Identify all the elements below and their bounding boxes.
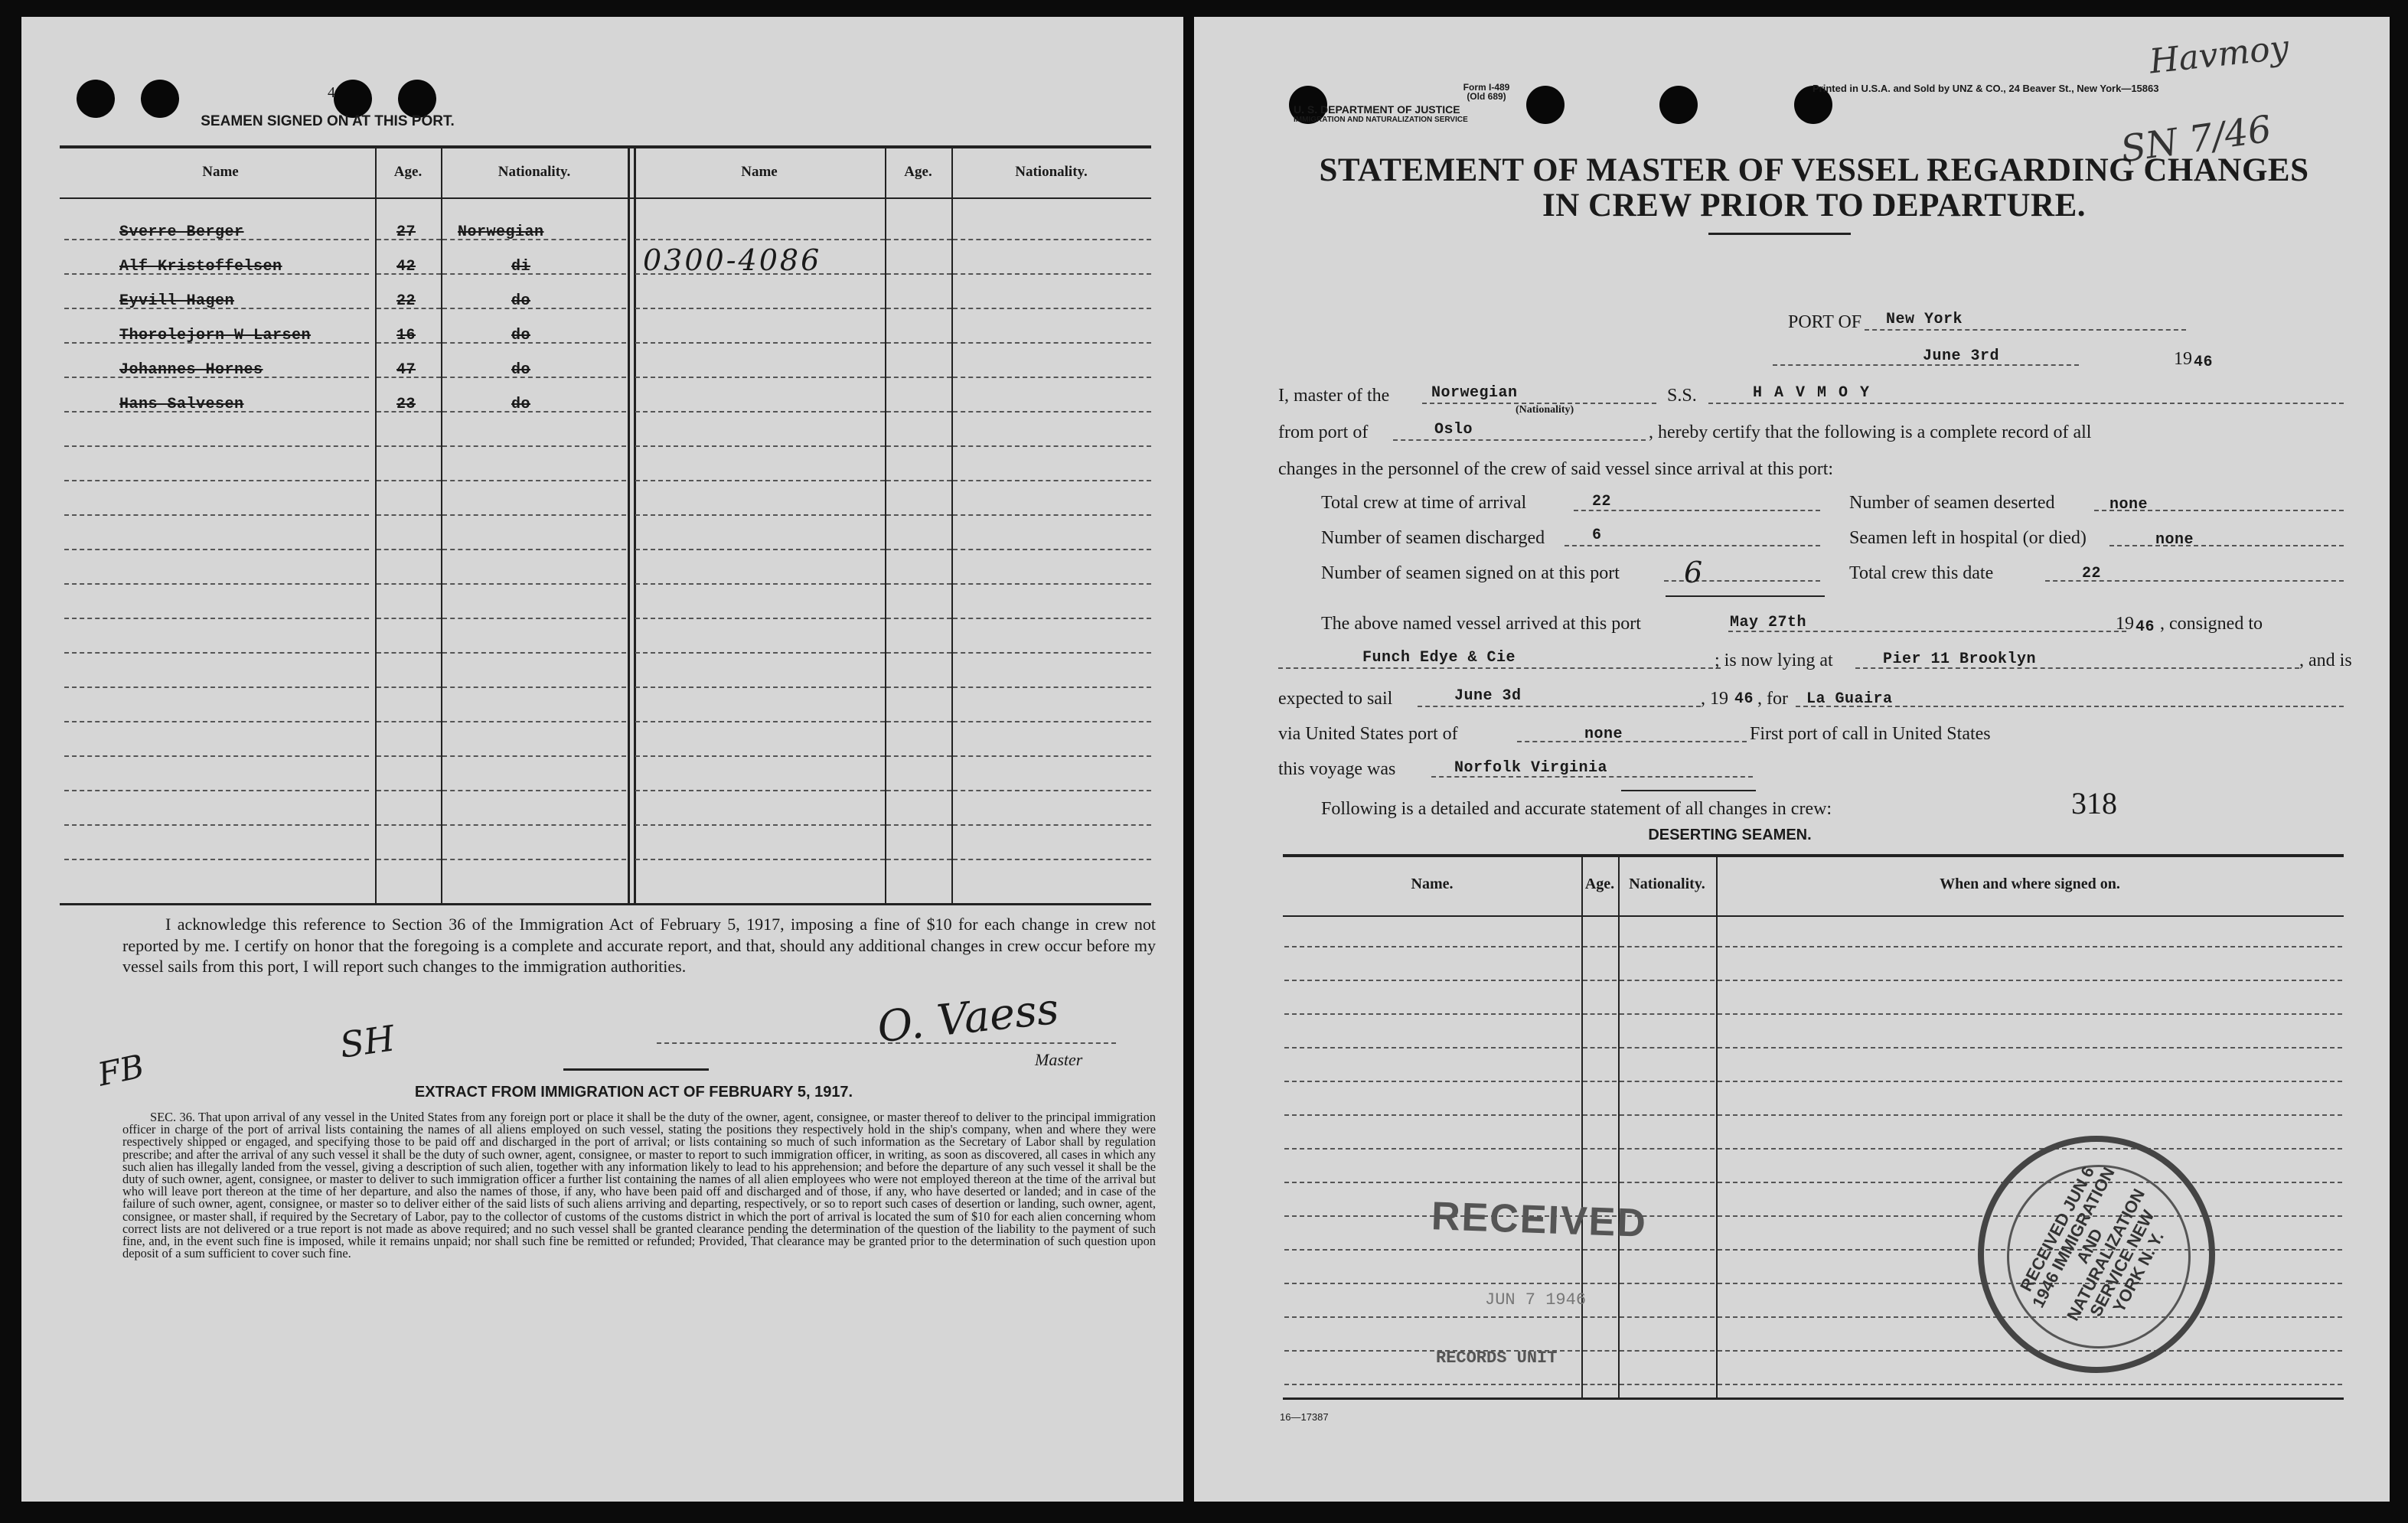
round-date-stamp xyxy=(1978,1136,2215,1373)
ruled-line xyxy=(953,239,1151,240)
first-port-label: First port of call in United States xyxy=(1750,724,1991,744)
corner-ref: SN 7/46 xyxy=(2118,107,2274,171)
ruled-line xyxy=(1620,946,1715,947)
ruled-line xyxy=(953,411,1151,413)
ruled-line xyxy=(1718,980,2342,981)
ruled-line xyxy=(953,549,1151,550)
ruled-line xyxy=(953,652,1151,654)
seaman-nationality: do xyxy=(511,396,531,413)
ruled-line xyxy=(442,445,626,447)
seaman-name: Thorolejorn W Larsen xyxy=(119,327,312,344)
stats-rule xyxy=(1666,595,1825,597)
ruled-line xyxy=(953,859,1151,860)
service: IMMIGRATION AND NATURALIZATION SERVICE xyxy=(1294,116,1468,124)
ruled-line xyxy=(886,686,951,688)
ruled-line xyxy=(442,790,626,791)
form-title-line2: IN CREW PRIOR TO DEPARTURE. xyxy=(1542,188,2087,223)
ruled-line xyxy=(1718,1148,2342,1150)
ruled-line xyxy=(886,480,951,481)
ruled-line xyxy=(1284,1047,1580,1048)
ruled-line xyxy=(953,273,1151,275)
punch-hole xyxy=(1659,86,1698,124)
ss-label: S.S. xyxy=(1667,386,1697,406)
extract-text: SEC. 36. That upon arrival of any vessel in the United States from any foreign port or place it shall be the duty of the owner, agent, consignee, or master thereof to deliver to the principal immigration officer in charge of the port of arrival lists containing the names of all aliens employed on such vessel, stating the positions they respectively hold in the ship's company, when and where they were respectively shipped or engaged, and specifying those to be paid off and discharged in the port of arrival; or lists containing so much of such information as the Secretary of Labor shall by regulation prescribe; and after the arrival of any such vessel it shall be the duty of such owner, agent, consignee, or master to report to such immigration officer, in writing, as soon as discovered, all cases in which any such alien has illegally landed from the vessel, giving a description of such alien, together with any information likely to lead to his apprehension; and before the departure of any such vessel it shall be the duty of such owner, agent, consignee, or master to deliver to such immigration officer a further list containing the names of all alien employees who were not employed thereon at the time of the arrival but who will leave port thereon at the time of her departure, and also the names of those, if any, who have been paid off and discharged and of those, if any, who have deserted or landed; and in case of the failure of such owner, agent, consignee, or master so to deliver either of the said lists of such aliens arriving and departing, respectively, or so to report such cases of desertion or landing, such owner, agent, consignee, or master shall, if required by the Secretary of Labor, pay to the collector of customs of the customs district in which the port of arrival is located the sum of $10 for each alien concerning whom correct lists are not delivered or a true report is not made as above required; and no such vessel shall be granted clearance pending the determination of the question of the liability to the payment of such fine, and, in the event such fine is imposed, while it remains unpaid; nor shall such fine be remitted or refunded; Provided, That clearance may be granted prior to the determination of such question upon deposit of a sum sufficient to cover such fine. xyxy=(122,1110,1156,1261)
ruled-line xyxy=(377,514,441,516)
ruled-line xyxy=(1620,1182,1715,1183)
stat-value: 6 xyxy=(1684,556,1703,589)
via-label: via United States port of xyxy=(1278,724,1458,744)
ruled-line xyxy=(635,308,885,309)
stat-line xyxy=(1565,545,1820,546)
section-rule xyxy=(563,1068,709,1071)
ruled-line xyxy=(377,686,441,688)
seaman-age: 47 xyxy=(396,361,416,379)
stat-value: none xyxy=(2155,531,2194,549)
ruled-line xyxy=(1284,1148,1580,1150)
ruled-line xyxy=(1583,1384,1617,1385)
ruled-line xyxy=(635,859,885,860)
ruled-line xyxy=(442,480,626,481)
department: U. S. DEPARTMENT OF JUSTICE xyxy=(1294,103,1460,116)
ruled-line xyxy=(377,652,441,654)
lying-value: Pier 11 Brooklyn xyxy=(1883,651,2037,668)
ruled-line xyxy=(442,618,626,619)
following-text: Following is a detailed and accurate statement of all changes in crew: xyxy=(1321,799,1832,819)
ruled-line xyxy=(953,583,1151,585)
changes-text: changes in the personnel of the crew of said vessel since arrival at this port: xyxy=(1278,459,1834,479)
ruled-line xyxy=(635,824,885,826)
stat-value: 22 xyxy=(2082,565,2102,582)
arrived-value: May 27th xyxy=(1730,614,1807,631)
stat-value: 22 xyxy=(1592,493,1612,510)
footer-code: 16—17387 xyxy=(1280,1411,1329,1423)
ruled-line xyxy=(1583,1081,1617,1082)
seaman-age: 27 xyxy=(396,223,416,241)
ruled-line xyxy=(635,652,885,654)
ruled-line xyxy=(1620,1013,1715,1015)
ruled-line xyxy=(64,618,369,619)
ruled-line xyxy=(635,686,885,688)
certify-text: , hereby certify that the following is a complete record of all xyxy=(1649,422,2092,442)
vessel-line xyxy=(1708,403,2344,404)
stat-label: Number of seamen discharged xyxy=(1321,528,1545,548)
ruled-line xyxy=(886,273,951,275)
ruled-line xyxy=(635,377,885,378)
ruled-line xyxy=(1284,1316,1580,1318)
section-title: SEAMEN SIGNED ON AT THIS PORT. xyxy=(201,113,455,129)
consignee-line xyxy=(1278,667,1721,669)
ruled-line xyxy=(442,342,626,344)
ruled-line xyxy=(635,342,885,344)
corner-note: Havmoy xyxy=(2147,28,2291,82)
ruled-line xyxy=(953,377,1151,378)
stat-label: Seamen left in hospital (or died) xyxy=(1849,528,2087,548)
col-header-name: Name xyxy=(741,164,778,180)
ruled-line xyxy=(1284,1283,1580,1284)
ruled-line xyxy=(1583,1350,1617,1352)
ruled-line xyxy=(1284,946,1580,947)
signature-line xyxy=(657,1042,1116,1044)
ruled-line xyxy=(953,514,1151,516)
ruled-line xyxy=(1284,1182,1580,1183)
ruled-line xyxy=(377,618,441,619)
ruled-line xyxy=(886,239,951,240)
ruled-line xyxy=(442,411,626,413)
table-bottom-rule xyxy=(60,903,1151,905)
ruled-line xyxy=(635,721,885,722)
seaman-nationality: di xyxy=(511,258,531,276)
left-page xyxy=(21,17,1183,1502)
from-port-line xyxy=(1393,439,1646,441)
form-number: Form I-489 xyxy=(1463,82,1510,93)
ruled-line xyxy=(377,790,441,791)
ruled-line xyxy=(1620,1316,1715,1318)
via-line xyxy=(1517,741,1747,742)
ruled-line xyxy=(1718,1114,2342,1116)
via-value: none xyxy=(1584,726,1623,743)
ruled-line xyxy=(1583,1249,1617,1251)
port-label: PORT OF xyxy=(1788,312,1862,332)
ruled-line xyxy=(1620,1384,1715,1385)
seaman-age: 16 xyxy=(396,327,416,344)
ruled-line xyxy=(442,755,626,757)
master-signature: O. Vaess xyxy=(875,983,1062,1053)
nationality-caption: (Nationality) xyxy=(1516,404,1574,416)
consignee: Funch Edye & Cie xyxy=(1362,649,1516,667)
ruled-line xyxy=(64,480,369,481)
seaman-age: 23 xyxy=(396,396,416,413)
table-header-rule xyxy=(60,197,1151,199)
vessel-name: H A V M O Y xyxy=(1753,384,1871,402)
ruled-line xyxy=(635,583,885,585)
ruled-line xyxy=(1620,1114,1715,1116)
seaman-name: Sverre Berger xyxy=(119,223,244,241)
ruled-line xyxy=(886,445,951,447)
seaman-nationality: Norwegian xyxy=(458,223,544,241)
desert-col-nationality: Nationality. xyxy=(1629,876,1705,892)
ruled-line xyxy=(64,514,369,516)
ruled-line xyxy=(1284,980,1580,981)
stat-line xyxy=(2109,545,2344,546)
received-stamp-date: JUN 7 1946 xyxy=(1485,1290,1587,1309)
ruled-line xyxy=(1620,1283,1715,1284)
ruled-line xyxy=(64,721,369,722)
sail-date: June 3d xyxy=(1454,687,1522,705)
extract-title: EXTRACT FROM IMMIGRATION ACT OF FEBRUARY 5, 1917. xyxy=(414,1084,853,1101)
ruled-line xyxy=(1583,1316,1617,1318)
punch-hole xyxy=(77,80,115,118)
desert-col-name: Name. xyxy=(1411,876,1454,892)
year-value: 46 xyxy=(2194,354,2214,371)
stat-label: Total crew this date xyxy=(1849,563,1994,583)
ruled-line xyxy=(1718,946,2342,947)
ruled-line xyxy=(953,308,1151,309)
seaman-nationality: do xyxy=(511,361,531,379)
ruled-line xyxy=(886,514,951,516)
seaman-nationality: do xyxy=(511,327,531,344)
ruled-line xyxy=(1583,1283,1617,1284)
voyage-value: Norfolk Virginia xyxy=(1454,759,1608,777)
records-unit-stamp: RECORDS UNIT xyxy=(1436,1349,1558,1368)
vessel-nationality: Norwegian xyxy=(1431,384,1518,402)
ruled-line xyxy=(886,618,951,619)
ruled-line xyxy=(1620,1249,1715,1251)
ruled-line xyxy=(1620,1081,1715,1082)
ruled-line xyxy=(64,445,369,447)
table-top-rule xyxy=(60,145,1151,148)
ruled-line xyxy=(442,824,626,826)
ruled-line xyxy=(442,308,626,309)
ruled-line xyxy=(635,480,885,481)
ruled-line xyxy=(635,790,885,791)
sail-line xyxy=(1418,706,1701,707)
master-label: I, master of the xyxy=(1278,386,1390,406)
from-port-label: from port of xyxy=(1278,422,1369,442)
ruled-line xyxy=(953,686,1151,688)
ruled-line xyxy=(377,549,441,550)
ruled-line xyxy=(886,308,951,309)
ruled-line xyxy=(886,721,951,722)
received-stamp: RECEIVED xyxy=(1431,1194,1648,1246)
title-rule xyxy=(1708,233,1851,235)
ruled-line xyxy=(1583,1047,1617,1048)
year-prefix: 19 xyxy=(2174,349,2192,369)
desert-col-signed-on: When and where signed on. xyxy=(1940,876,2120,892)
ruled-line xyxy=(64,755,369,757)
stat-label: Number of seamen deserted xyxy=(1849,493,2055,513)
ruled-line xyxy=(1620,1047,1715,1048)
for-label: , for xyxy=(1757,689,1788,709)
port-value: New York xyxy=(1886,311,1963,328)
ruled-line xyxy=(1620,980,1715,981)
stat-value: none xyxy=(2109,496,2149,514)
sail-year-prefix: , 19 xyxy=(1701,689,1728,709)
ruled-line xyxy=(442,583,626,585)
ruled-line xyxy=(442,273,626,275)
sail-year: 46 xyxy=(1734,690,1754,708)
stat-value: 6 xyxy=(1592,527,1602,544)
stat-label: Number of seamen signed on at this port xyxy=(1321,563,1620,583)
ruled-line xyxy=(377,583,441,585)
ruled-line xyxy=(377,755,441,757)
seaman-name: Alf Kristoffelsen xyxy=(119,258,282,276)
ruled-line xyxy=(953,824,1151,826)
seaman-age: 42 xyxy=(396,258,416,276)
seaman-nationality: do xyxy=(511,292,531,310)
ruled-line xyxy=(953,721,1151,722)
ruled-line xyxy=(1583,946,1617,947)
arrived-year-prefix: 19 xyxy=(2116,614,2134,634)
deserting-title: DESERTING SEAMEN. xyxy=(1648,827,1812,843)
arrived-text: The above named vessel arrived at this port xyxy=(1321,614,1641,634)
ruled-line xyxy=(886,652,951,654)
col-header-age: Age. xyxy=(904,164,932,180)
old-form-number: (Old 689) xyxy=(1467,91,1506,102)
expected-label: expected to sail xyxy=(1278,689,1393,709)
printer-note: Printed in U.S.A. and Sold by UNZ & CO., 24 Beaver St., New York—15863 xyxy=(1813,83,2159,94)
desert-table-top xyxy=(1283,854,2344,857)
form-title-line1: STATEMENT OF MASTER OF VESSEL REGARDING CHANGES xyxy=(1319,152,2309,188)
handwritten-file-number: 0300-4086 xyxy=(643,243,822,277)
ruled-line xyxy=(377,721,441,722)
ruled-line xyxy=(1284,1013,1580,1015)
ruled-line xyxy=(635,514,885,516)
ruled-line xyxy=(1284,1384,1580,1385)
ruled-line xyxy=(886,790,951,791)
ruled-line xyxy=(635,239,885,240)
ruled-line xyxy=(886,342,951,344)
seaman-name: Hans Salvesen xyxy=(119,396,244,413)
voyage-rule xyxy=(1621,790,1756,791)
date-value: June 3rd xyxy=(1923,347,2000,365)
ruled-line xyxy=(64,686,369,688)
ruled-line xyxy=(377,480,441,481)
ruled-line xyxy=(442,377,626,378)
voyage-label: this voyage was xyxy=(1278,759,1396,779)
ruled-line xyxy=(442,721,626,722)
lying-label: ; is now lying at xyxy=(1715,651,1833,670)
ruled-line xyxy=(1284,1249,1580,1251)
ruled-line xyxy=(64,583,369,585)
col-header-age: Age. xyxy=(393,164,423,180)
ruled-line xyxy=(886,377,951,378)
ruled-line xyxy=(886,411,951,413)
ruled-line xyxy=(953,445,1151,447)
desert-table-bottom xyxy=(1283,1397,2344,1400)
ruled-line xyxy=(64,859,369,860)
punch-hole xyxy=(398,80,436,118)
ruled-line xyxy=(886,755,951,757)
ruled-line xyxy=(1583,1013,1617,1015)
ruled-line xyxy=(442,859,626,860)
arrived-year: 46 xyxy=(2136,618,2155,636)
col-divider xyxy=(628,147,630,903)
ruled-line xyxy=(886,824,951,826)
ruled-line xyxy=(635,445,885,447)
ruled-line xyxy=(953,755,1151,757)
ruled-line xyxy=(953,480,1151,481)
ruled-line xyxy=(953,790,1151,791)
ruled-line xyxy=(1583,1148,1617,1150)
ruled-line xyxy=(886,549,951,550)
ruled-line xyxy=(1718,1081,2342,1082)
from-port-value: Oslo xyxy=(1434,421,1473,439)
ruled-line xyxy=(886,583,951,585)
ruled-line xyxy=(1718,1384,2342,1385)
ruled-line xyxy=(1620,1350,1715,1352)
ruled-line xyxy=(64,549,369,550)
page-count: 318 xyxy=(2071,786,2117,820)
ruled-line xyxy=(442,549,626,550)
ruled-line xyxy=(64,824,369,826)
ruled-line xyxy=(635,618,885,619)
stat-label: Total crew at time of arrival xyxy=(1321,493,1527,513)
seaman-name: Johannes Hornes xyxy=(119,361,263,379)
ruled-line xyxy=(377,445,441,447)
ruled-line xyxy=(1583,1114,1617,1116)
destination: La Guaira xyxy=(1806,690,1893,708)
desert-table-header-rule xyxy=(1283,915,2344,917)
ruled-line xyxy=(377,859,441,860)
signature-role: Master xyxy=(1035,1050,1083,1069)
desert-col-age: Age. xyxy=(1584,876,1615,892)
consigned-label: , consigned to xyxy=(2160,614,2263,634)
punch-hole xyxy=(141,80,179,118)
ruled-line xyxy=(886,859,951,860)
round-stamp-text: RECEIVED JUN 6 1946 IMMIGRATION AND NATURALIZATION SERVICE NEW YORK N. Y. xyxy=(2016,1163,2168,1324)
port-line xyxy=(1865,329,2186,331)
ruled-line xyxy=(442,652,626,654)
ruled-line xyxy=(1284,1114,1580,1116)
ruled-line xyxy=(635,755,885,757)
ruled-line xyxy=(1620,1148,1715,1150)
ruled-line xyxy=(635,411,885,413)
ruled-line xyxy=(1583,1182,1617,1183)
seaman-name: Eyvill Hagen xyxy=(119,292,235,310)
col-header-nationality: Nationality. xyxy=(498,164,571,180)
ruled-line xyxy=(953,618,1151,619)
and-is-label: , and is xyxy=(2299,651,2352,670)
ruled-line xyxy=(442,514,626,516)
ruled-line xyxy=(635,549,885,550)
right-page xyxy=(1194,17,2390,1502)
seaman-age: 22 xyxy=(396,292,416,310)
col-header-name: Name xyxy=(202,164,239,180)
col-header-nationality: Nationality. xyxy=(1015,164,1088,180)
acknowledgement-text: I acknowledge this reference to Section 36 of the Immigration Act of February 5, 1917, imposing a fine of $10 for each change in crew not reported by me. I certify on honor that the foregoing is a complete and accurate report, and that, should any additional changes in crew occur before my vessel sails from this port, I will report such changes to the immigration authorities. xyxy=(122,915,1156,976)
ruled-line xyxy=(377,824,441,826)
ruled-line xyxy=(1718,1047,2342,1048)
ruled-line xyxy=(1583,980,1617,981)
ruled-line xyxy=(442,686,626,688)
page-number: 4 xyxy=(328,84,335,101)
margin-mark: FB xyxy=(94,1047,148,1094)
ruled-line xyxy=(64,652,369,654)
ruled-line xyxy=(1718,1013,2342,1015)
initials: SH xyxy=(337,1017,398,1066)
ruled-line xyxy=(1284,1081,1580,1082)
ruled-line xyxy=(64,790,369,791)
ruled-line xyxy=(953,342,1151,344)
